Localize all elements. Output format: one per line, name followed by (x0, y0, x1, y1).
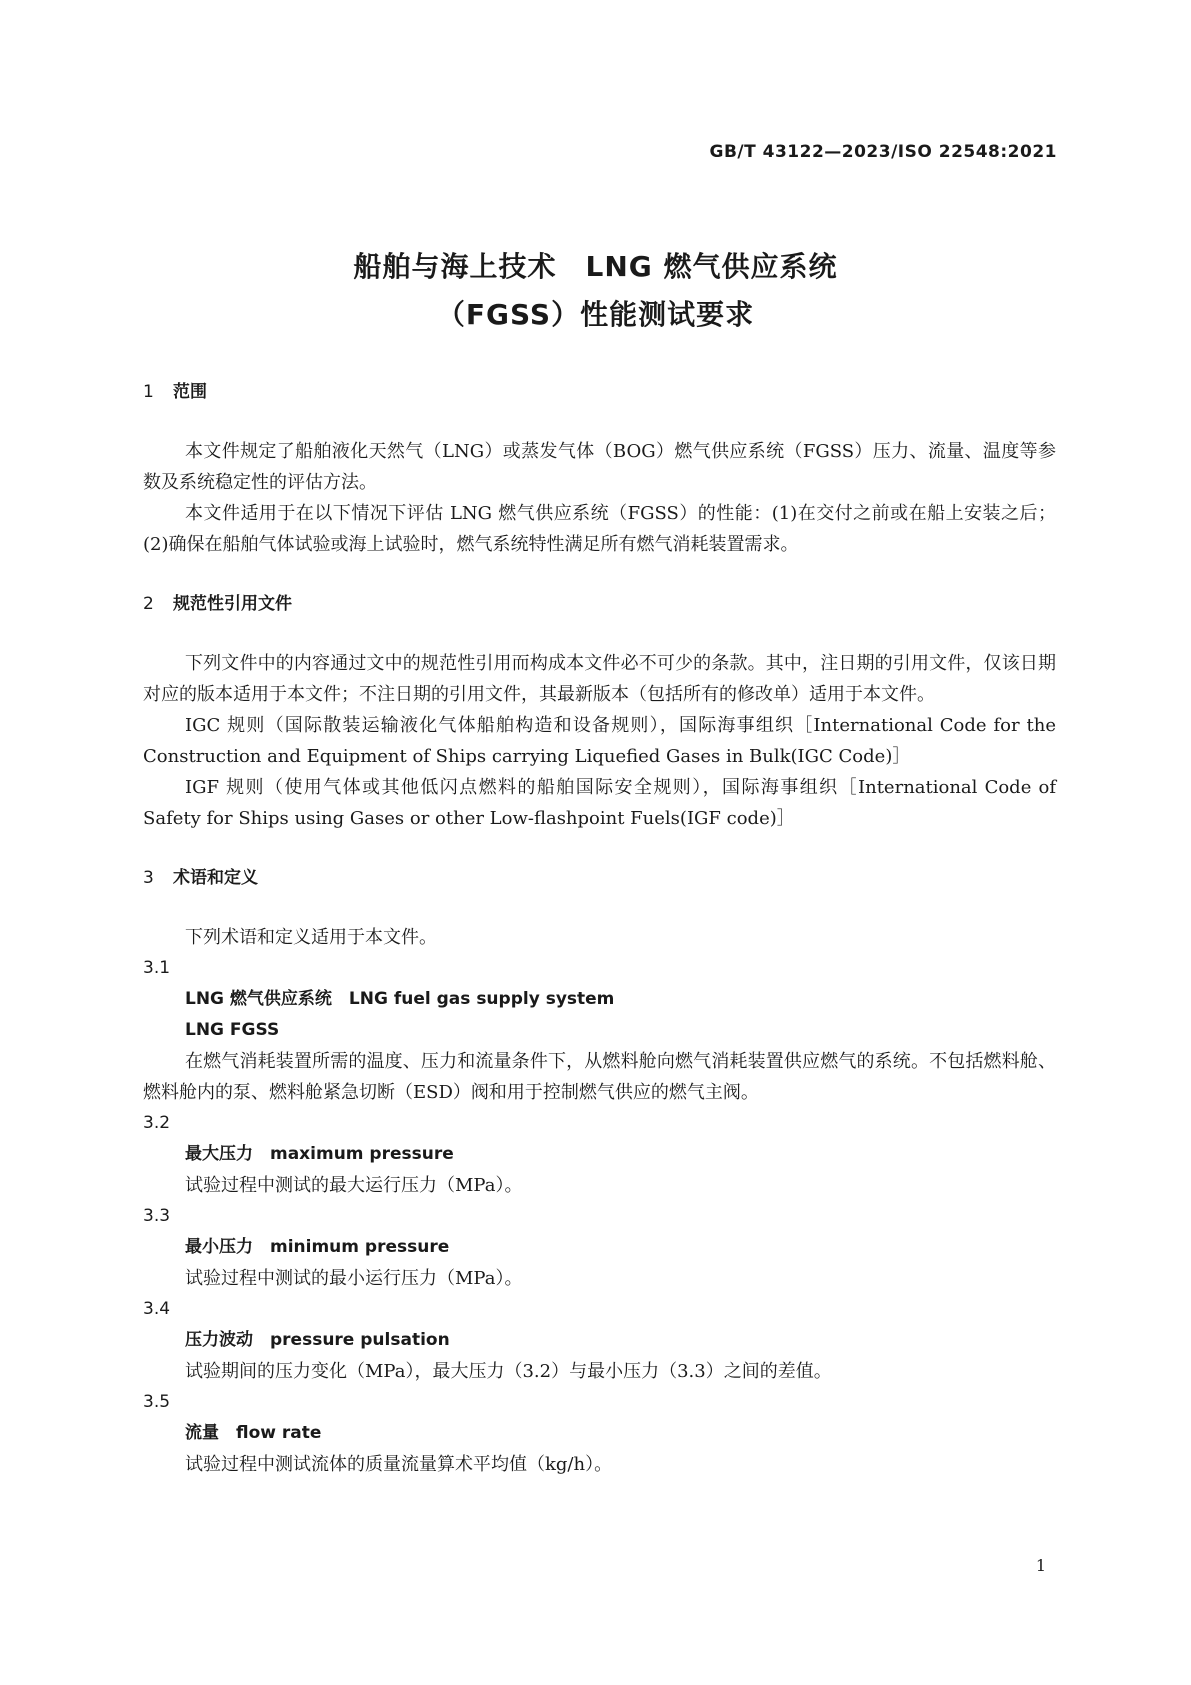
term-name: 压力波动 pressure pulsation (185, 1330, 450, 1350)
term-number: 3.4 (143, 1299, 171, 1319)
term-number: 3.2 (143, 1113, 171, 1133)
title-line-1: 船舶与海上技术 LNG 燃气供应系统 (353, 250, 838, 283)
term-definition: 在燃气消耗装置所需的温度、压力和流量条件下，从燃料舱向燃气消耗装置供应燃气的系统。不包括燃料舱、燃料舱内的泵、燃料舱紧急切断（ESD）阀和用于控制燃气供应的燃气主阀。 (143, 1051, 1056, 1103)
term-name: 最小压力 minimum pressure (185, 1237, 450, 1257)
standard-code: GB/T 43122—2023/ISO 22548:2021 (709, 142, 1057, 162)
term-entry (143, 953, 1056, 1108)
section-title: 术语和定义 (173, 868, 258, 888)
paragraph: 本文件规定了船舶液化天然气（LNG）或蒸发气体（BOG）燃气供应系统（FGSS）压力、流量、温度等参数及系统稳定性的评估方法。 (143, 441, 1056, 493)
document-body (143, 380, 1056, 1480)
section-heading-normative-references (143, 592, 1056, 616)
section-number: 2 (143, 594, 154, 614)
term-definition: 试验过程中测试的最大运行压力（MPa）。 (185, 1175, 523, 1196)
document-title (0, 243, 1191, 339)
term-name: 最大压力 maximum pressure (185, 1144, 454, 1164)
paragraph: 下列文件中的内容通过文中的规范性引用而构成本文件必不可少的条款。其中，注日期的引用文件，仅该日期对应的版本适用于本文件；不注日期的引用文件，其最新版本（包括所有的修改单）适用于本文件。 (143, 653, 1056, 705)
term-number: 3.5 (143, 1392, 171, 1412)
term-definition: 试验期间的压力变化（MPa），最大压力（3.2）与最小压力（3.3）之间的差值。 (185, 1361, 832, 1382)
term-definition: 试验过程中测试流体的质量流量算术平均值（kg/h）。 (185, 1454, 613, 1475)
title-line-2: （FGSS）性能测试要求 (436, 298, 755, 331)
term-alt-name: LNG FGSS (185, 1020, 280, 1040)
section-heading-scope (143, 380, 1056, 404)
term-entry (143, 1294, 1056, 1387)
section-number: 1 (143, 382, 154, 402)
section-title: 范围 (173, 382, 207, 402)
reference-igf: IGF 规则（使用气体或其他低闪点燃料的船舶国际安全规则），国际海事组织［International Code of Safety for Ships using Gases or other Low-flashpoint Fuels(IGF code)］ (143, 777, 1056, 829)
term-definition: 试验过程中测试的最小运行压力（MPa）。 (185, 1268, 523, 1289)
reference-igc: IGC 规则（国际散装运输液化气体船舶构造和设备规则），国际海事组织［International Code for the Construction and Equipment of Ships carrying Liquefied Gases in Bulk(IGC Code)］ (143, 715, 1056, 767)
section-title: 规范性引用文件 (173, 594, 292, 614)
section-heading-terms (143, 866, 1056, 890)
term-number: 3.1 (143, 958, 171, 978)
term-entry (143, 1201, 1056, 1294)
term-entry (143, 1108, 1056, 1201)
term-number: 3.3 (143, 1206, 171, 1226)
term-name: 流量 flow rate (185, 1423, 322, 1443)
paragraph: 下列术语和定义适用于本文件。 (185, 927, 437, 948)
term-entry (143, 1387, 1056, 1480)
term-name: LNG 燃气供应系统 LNG fuel gas supply system (185, 989, 615, 1009)
section-number: 3 (143, 868, 154, 888)
paragraph: 本文件适用于在以下情况下评估 LNG 燃气供应系统（FGSS）的性能：(1)在交付之前或在船上安装之后；(2)确保在船舶气体试验或海上试验时，燃气系统特性满足所有燃气消耗装置需求。 (143, 503, 1056, 555)
page-number: 1 (1035, 1556, 1046, 1575)
